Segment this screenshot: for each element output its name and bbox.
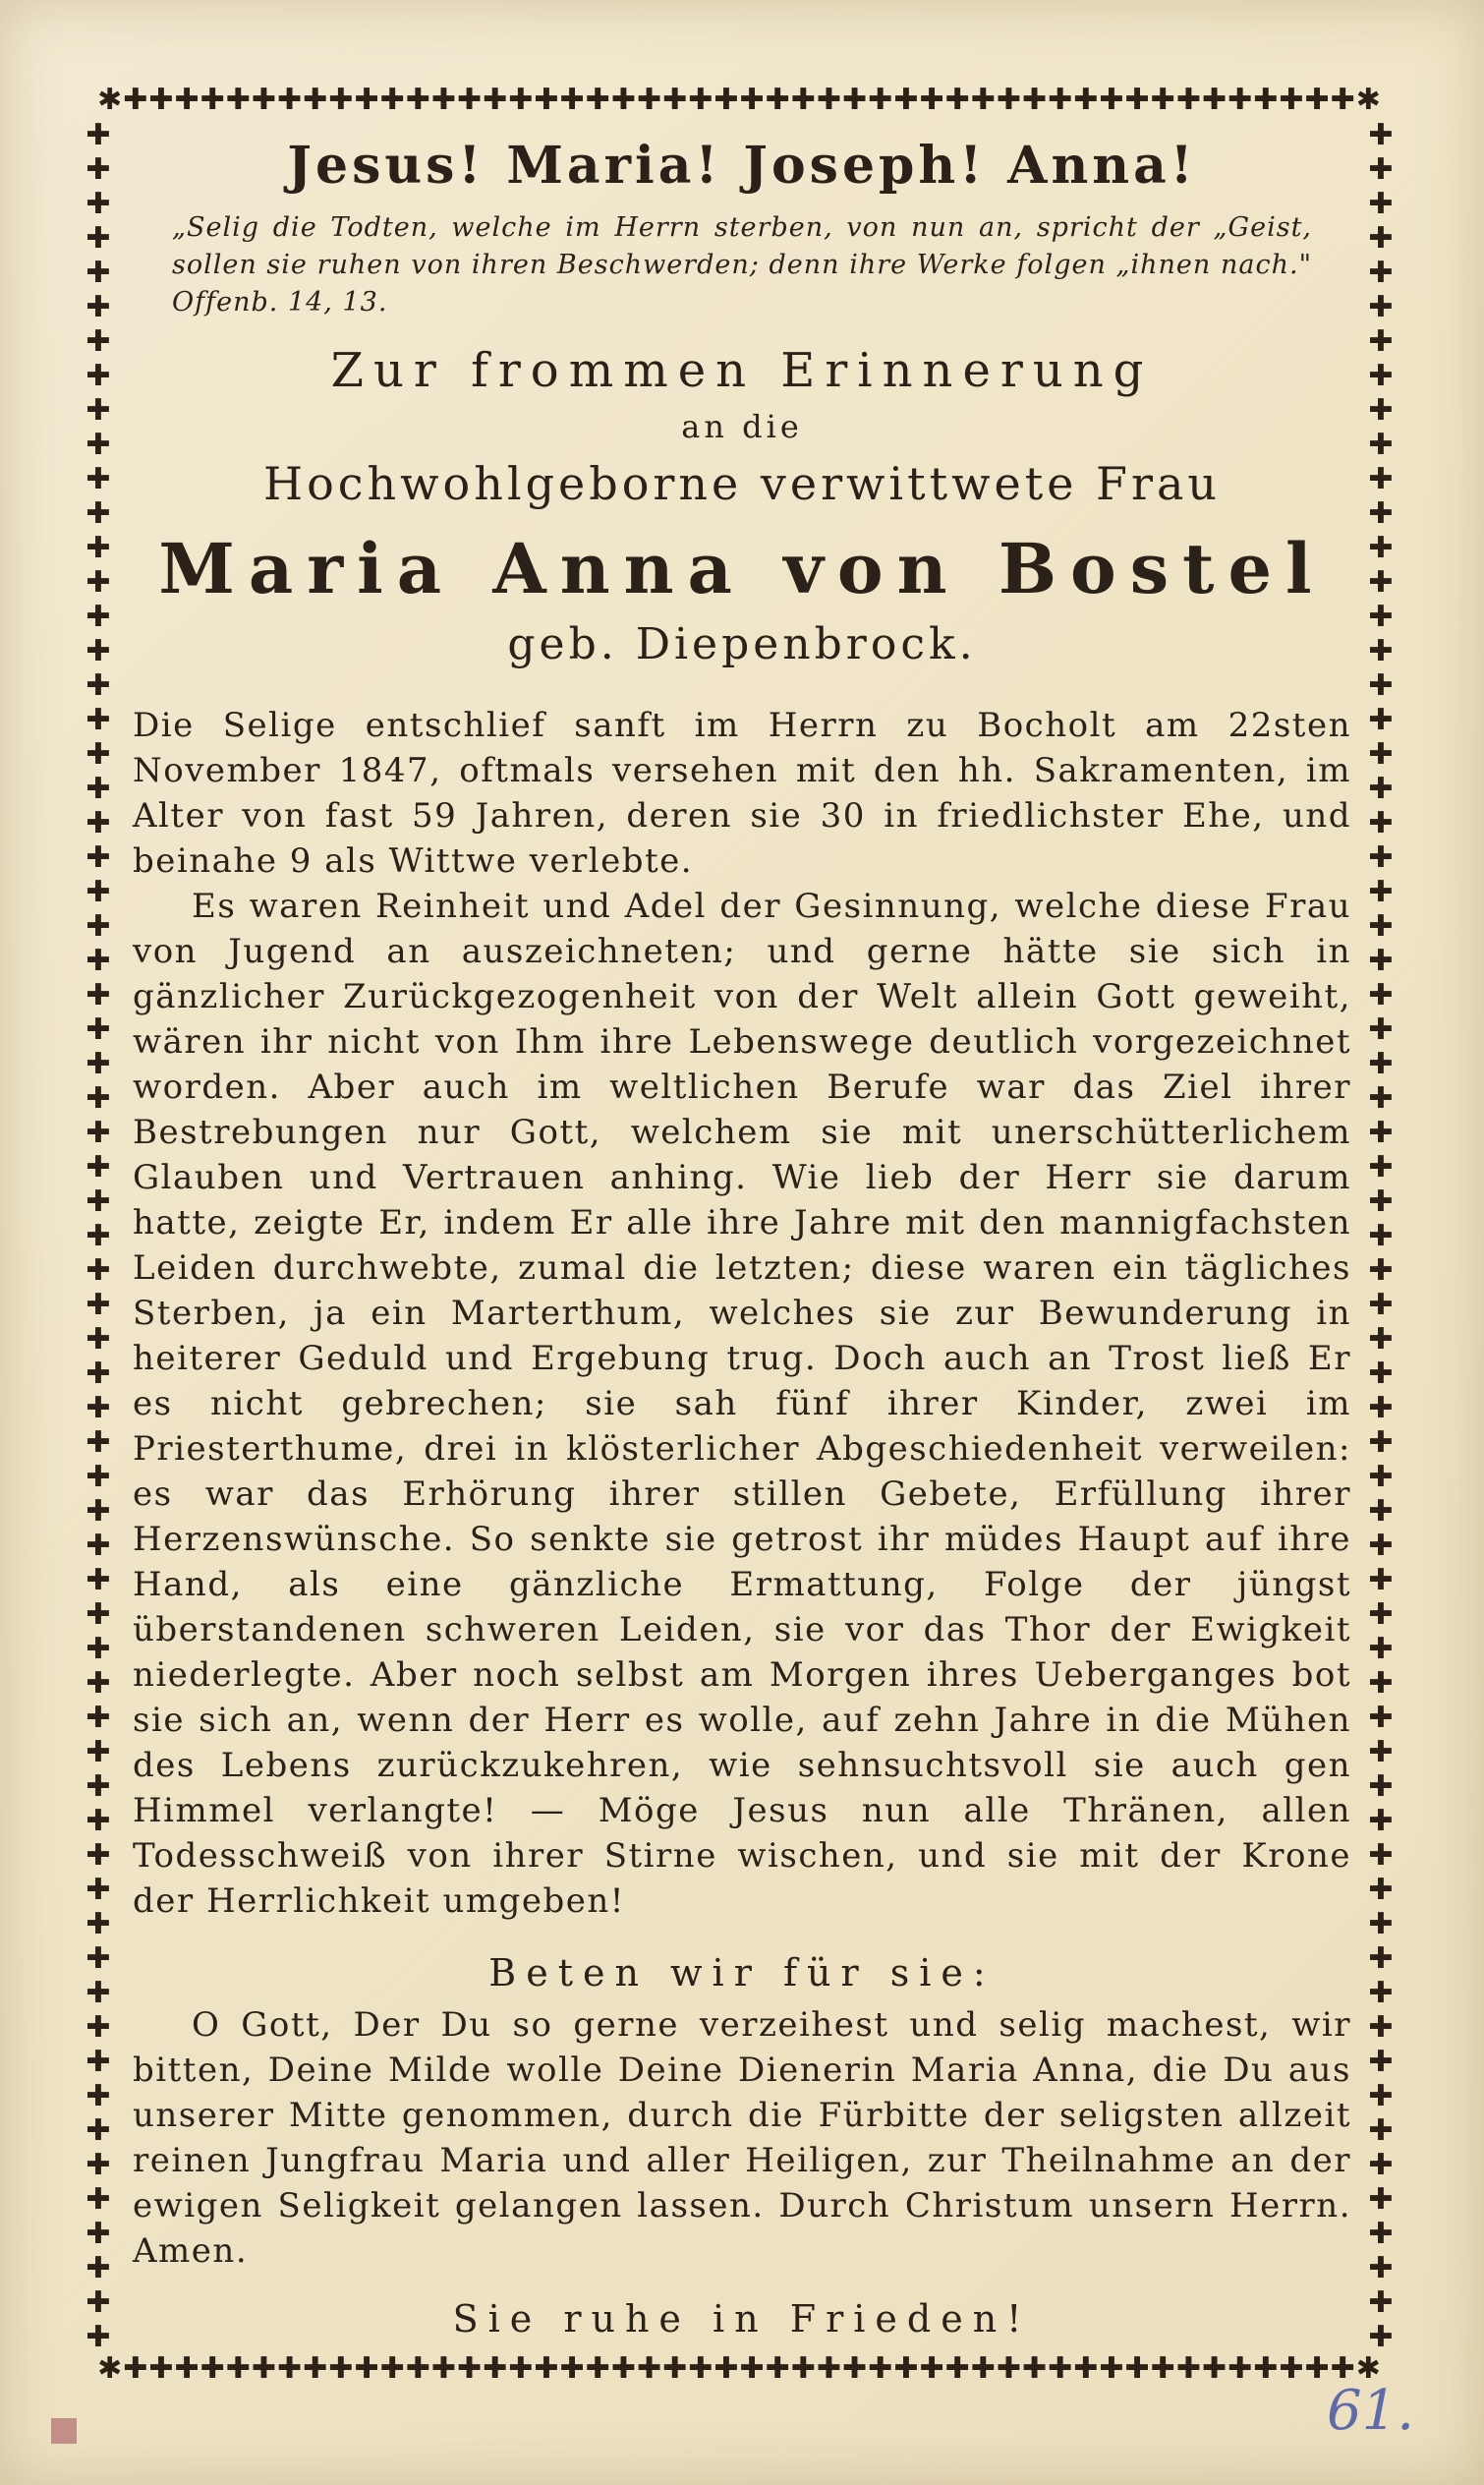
library-stamp xyxy=(51,2418,77,2444)
invocation-heading: Jesus! Maria! Joseph! Anna! xyxy=(287,136,1197,196)
prayer-text: O Gott, Der Du so gerne verzeihest und selig machest, wir bitten, Deine Milde wolle Deine Dienerin Maria Anna, die Du aus unserer Mitte genommen, durch die Fürbitte der seligsten allzeit reinen Jungfrau Maria und aller Heiligen, zur Theilnahme an der ewigen Seligkeit gelangen lassen. Durch Christum unsern Herrn. Amen. xyxy=(133,2005,1351,2271)
scripture-verse: „Selig die Todten, welche im Herrn sterben, von nun an, spricht der „Geist, sollen sie ruhen von ihren Beschwerden; denn ihre Werke folgen „ihnen nach." Offenb. 14, 13. xyxy=(172,212,1312,318)
dedication-line: Zur frommen Erinnerung xyxy=(330,343,1154,398)
prayer-heading: Beten wir für sie: xyxy=(488,1951,996,1994)
border-bottom: ✱✚✚✚✚✚✚✚✚✚✚✚✚✚✚✚✚✚✚✚✚✚✚✚✚✚✚✚✚✚✚✚✚✚✚✚✚✚✚✚✚✚✚✚✚✚✚✚✚✱ xyxy=(97,2351,1382,2386)
border-top: ✱✚✚✚✚✚✚✚✚✚✚✚✚✚✚✚✚✚✚✚✚✚✚✚✚✚✚✚✚✚✚✚✚✚✚✚✚✚✚✚✚✚✚✚✚✚✚✚✚✱ xyxy=(97,83,1382,117)
border-left: ✚✚✚✚✚✚✚✚✚✚✚✚✚✚✚✚✚✚✚✚✚✚✚✚✚✚✚✚✚✚✚✚✚✚✚✚✚✚✚✚✚✚✚✚✚✚✚✚✚✚✚✚✚✚✚✚✚✚✚✚✚✚✚✚✚ xyxy=(86,118,111,2349)
card-content xyxy=(133,118,1351,2340)
dedication-title: Hochwohlgeborne verwittwete Frau xyxy=(262,457,1221,510)
biography-paragraph-2: Es waren Reinheit und Adel der Gesinnung, welche diese Frau von Jugend an auszeichneten; und gerne hätte sie sich in gänzlicher Zurückgezogenheit von der Welt allein Gott geweiht, wären ihr nicht von Ihm ihre Lebenswege deutlich vorgezeichnet worden. Aber auch im weltlichen Berufe war das Ziel ihrer Bestrebungen nur Gott, welchem sie mit unerschütterlichem Glauben und Vertrauen anhing. Wie lieb der Herr sie darum hatte, zeigte Er, indem Er alle ihre Jahre mit den mannigfachsten Leiden durchwebte, zumal die letzten; diese waren ein tägliches Sterben, ja ein Marterthum, welches sie zur Bewunderung in heiterer Geduld und Ergebung trug. Doch auch an Trost ließ Er es nicht gebrechen; sie sah fünf ihrer Kinder, zwei im Priesterthume, drei in klösterlicher Abgeschiedenheit verweilen: es war das Erhörung ihrer stillen Gebete, Erfüllung ihrer Herzenswünsche. So senkte sie getrost ihr müdes Haupt auf ihre Hand, als eine gänzliche Ermattung, Folge der jüngst überstandenen schweren Leiden, sie vor das Thor der Ewigkeit niederlegte. Aber noch selbst am Morgen ihres Ueberganges bot sie sich an, wenn der Herr es wolle, auf zehn Jahre in die Mühen des Lebens zurückzukehren, wie sehnsuchtsvoll sie auch gen Himmel verlangte! — Möge Jesus nun alle Thränen, allen Todesschweiß von ihrer Stirne wischen, und sie mit der Krone der Herrlichkeit umgeben! xyxy=(133,887,1351,1921)
border-right: ✚✚✚✚✚✚✚✚✚✚✚✚✚✚✚✚✚✚✚✚✚✚✚✚✚✚✚✚✚✚✚✚✚✚✚✚✚✚✚✚✚✚✚✚✚✚✚✚✚✚✚✚✚✚✚✚✚✚✚✚✚✚✚✚✚ xyxy=(1368,118,1394,2349)
dedication-an-die: an die xyxy=(681,408,803,445)
biography-paragraph-1: Die Selige entschlief sanft im Herrn zu Bocholt am 22sten November 1847, oftmals versehen mit den hh. Sakramenten, im Alter von fast 59 Jahren, deren sie 30 in friedlichster Ehe, und beinahe 9 als Wittwe verlebte. xyxy=(133,706,1351,881)
deceased-name: Maria Anna von Bostel xyxy=(158,528,1326,609)
maiden-name: geb. Diepenbrock. xyxy=(507,619,977,669)
closing-line: Sie ruhe in Frieden! xyxy=(452,2297,1032,2341)
pencil-annotation: 61. xyxy=(1327,2379,1415,2443)
